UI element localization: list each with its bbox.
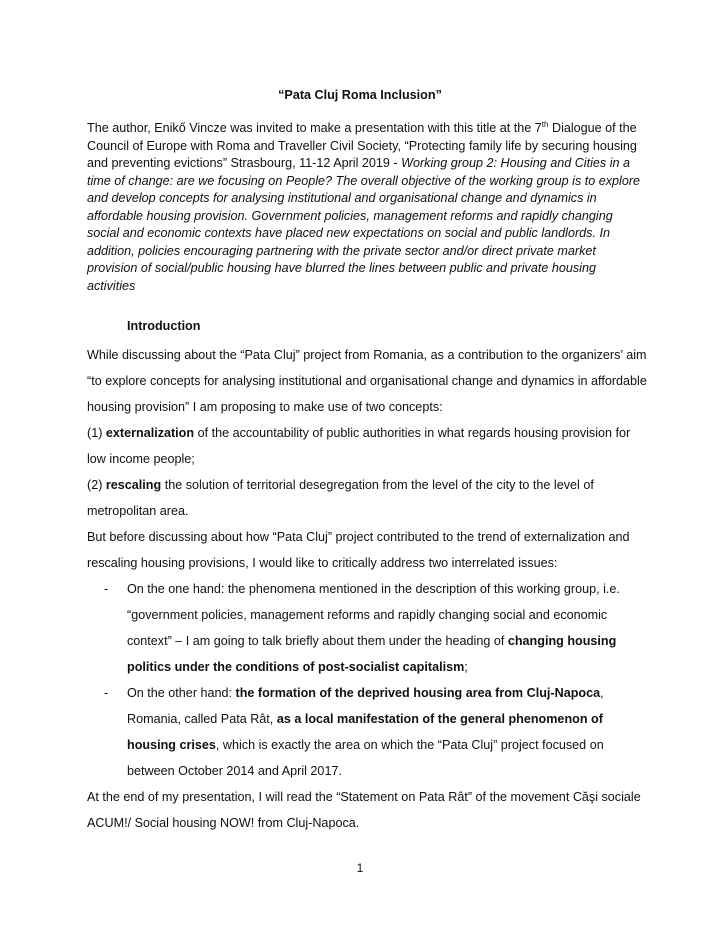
intro-text-1: The author, Enikő Vincze was invited to make a presentation with this title at the 7	[87, 121, 542, 135]
bullet-1-end: ;	[464, 660, 468, 674]
concept-2-term: rescaling	[105, 478, 162, 492]
concept-1-text: of the accountability of public authorities in what regards housing provision for low income people;	[87, 426, 631, 466]
bullet-2-start: On the other hand:	[127, 686, 236, 700]
bullet-2-end: , which is exactly the area on which the “Pata Cluj” project focused on between October 2014 and April 2017.	[127, 738, 604, 778]
superscript-th: th	[541, 119, 549, 129]
paragraph-concepts: While discussing about the “Pata Cluj” project from Romania, as a contribution to the organizers’ aim “to explore concepts for analysing institutional and organisational change and dynamics in affordable housing provision” I am proposing to make use of two concepts:	[87, 348, 647, 414]
introduction-body	[87, 342, 652, 836]
bullet-dash: -	[104, 686, 109, 700]
bullet-1-text: On the one hand: the phenomena mentioned in the description of this working group, i.e. “government policies, management reforms and rapidly changing social and economic context” – I am going to talk briefly about them under the heading of	[127, 582, 620, 648]
bullet-2-bold-2: as a local manifestation of the general phenomenon of housing crises	[127, 712, 603, 752]
intro-text-2: Dialogue of the Council of Europe with Roma and Traveller Civil Society, “Protecting family life by securing housing and preventing evictions” Strasbourg, 11-12 April 2019 -	[87, 121, 637, 170]
bullet-1-bold: changing housing politics under the conditions of post-socialist capitalism	[127, 634, 617, 674]
paragraph-issues: But before discussing about how “Pata Cluj” project contributed to the trend of externalization and rescaling housing provisions, I would like to critically address two interrelated issues:	[87, 530, 630, 570]
page-number: 1	[356, 861, 364, 875]
concept-1-number: (1)	[87, 426, 106, 440]
bullet-2-bold-1: the formation of the deprived housing area from Cluj-Napoca	[235, 686, 601, 700]
paragraph-statement: At the end of my presentation, I will read the “Statement on Pata Rât” of the movement Căşi sociale ACUM!/ Social housing NOW! from Cluj-Napoca.	[87, 790, 641, 830]
issues-list	[87, 576, 652, 784]
section-heading-introduction: Introduction	[127, 319, 201, 333]
bullet-dash: -	[104, 582, 109, 596]
concept-2-number: (2)	[87, 478, 106, 492]
bullet-2-mid: , Romania, called Pata Rât,	[127, 686, 604, 726]
working-group-description: Working group 2: Housing and Cities in a time of change: are we focusing on People? The overall objective of the working group is to explore and develop concepts for analysing institutional and organisational change and dynamics in affordable housing provision. Government policies, management reforms and rapidly changing social and economic contexts have placed new expectations on social and public landlords. In addition, policies encouraging partnering with the private sector and/or direct private market provision of social/public housing have blurred the lines between public and private housing activities	[87, 156, 641, 293]
document-title: “Pata Cluj Roma Inclusion”	[278, 88, 442, 102]
concept-1-term: externalization	[105, 426, 195, 440]
concept-externalization	[87, 420, 652, 472]
list-item-housing-politics	[87, 576, 652, 680]
list-item-pata-rat	[87, 680, 652, 784]
concept-rescaling	[87, 472, 652, 524]
intro-paragraph	[87, 120, 647, 295]
concept-2-text: the solution of territorial desegregation from the level of the city to the level of metropolitan area.	[87, 478, 594, 518]
